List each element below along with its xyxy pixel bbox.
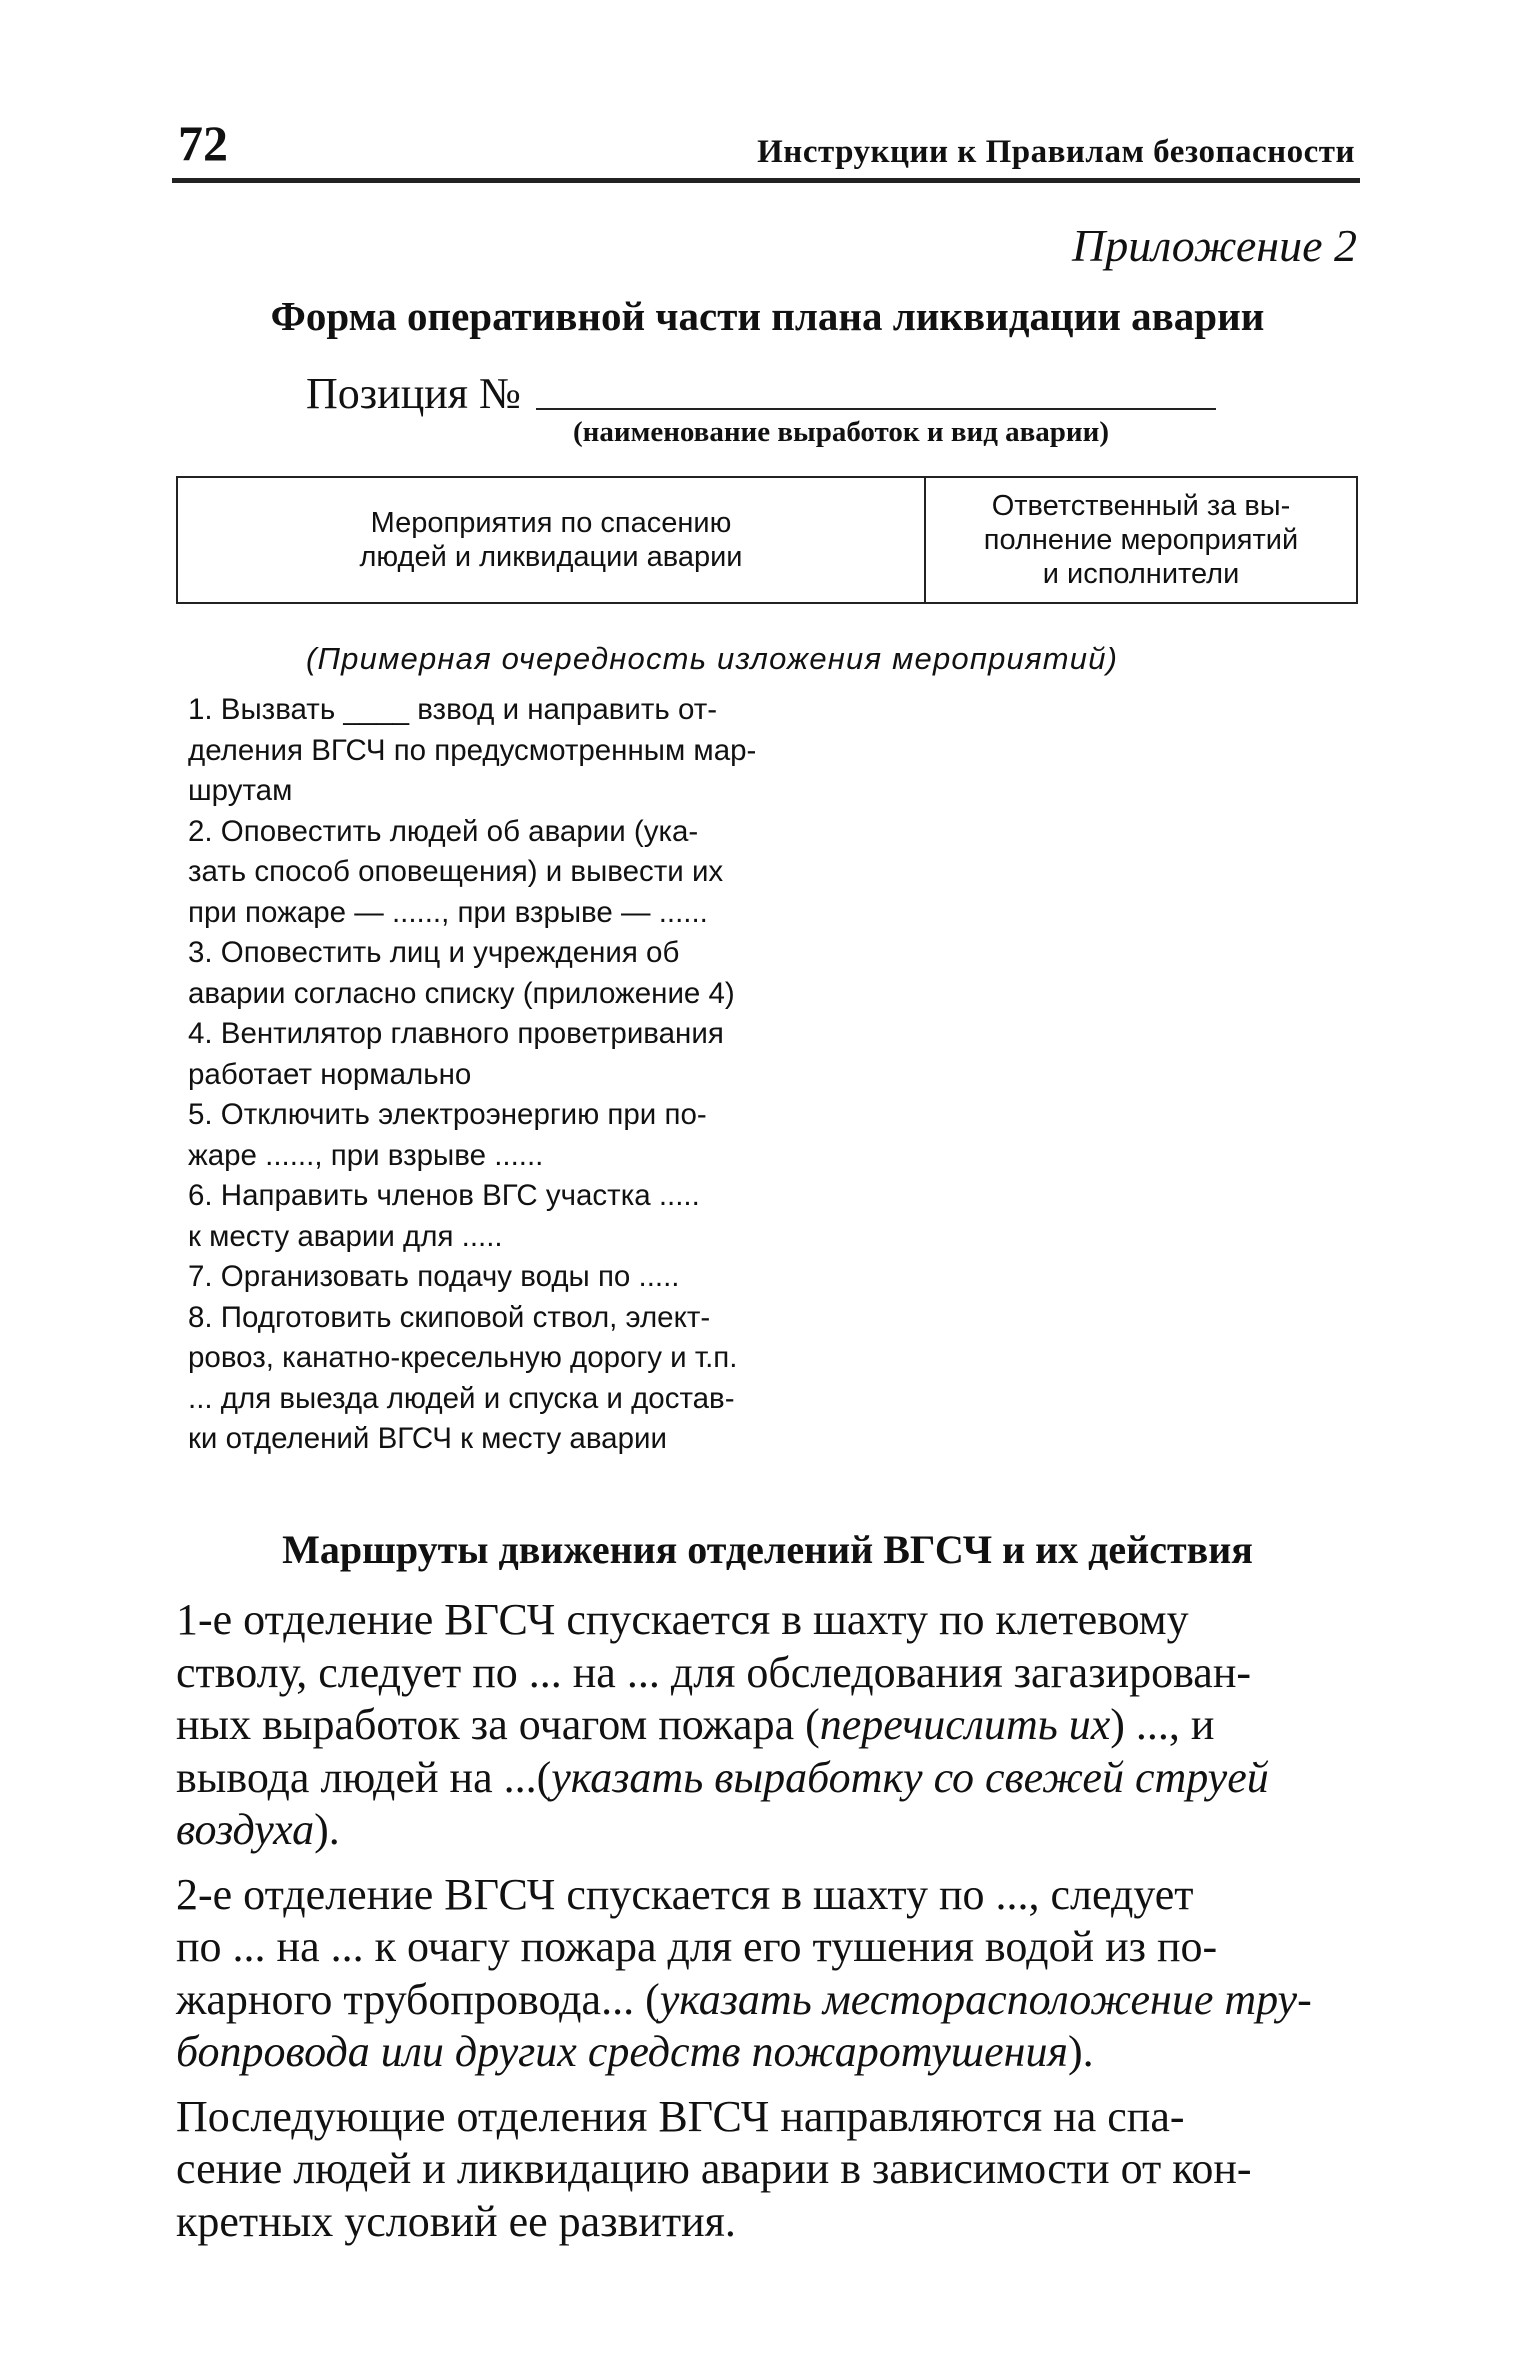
routes-p2-text: 2-е отделение ВГСЧ спускается в шахту по ..., следует по ... на ... к очагу пожара для его тушения водой из по- жарного трубопровода... ( <box>176 1869 1218 2024</box>
routes-p1-italic-2: указать выработку со свежей струей воздуха <box>176 1752 1269 1854</box>
header-rule <box>172 178 1360 183</box>
action-item: 8. Подготовить скиповой ствол, элект- ровоз, канатно-кресельную дорогу и т.п. ... для выезда людей и спуска и достав- ки отделений ВГСЧ к месту аварии <box>188 1300 738 1455</box>
position-blank-line <box>536 408 1216 410</box>
action-item: 2. Оповестить людей об аварии (ука- зать способ оповещения) и вывести их при пожаре — ......, при взрыве — ...... <box>188 814 724 929</box>
action-list <box>188 690 884 1460</box>
routes-p1-italic-1: перечислить их <box>819 1700 1111 1749</box>
routes-paragraph-1 <box>176 1594 1358 1857</box>
appendix-label: Приложение 2 <box>1071 220 1357 271</box>
table-header-measures <box>178 478 926 602</box>
routes-p2-italic: указать месторасположение тру- бопровода или других средств пожаротушения <box>176 1974 1312 2076</box>
sequence-note: (Примерная очередность изложения мероприятий) <box>306 641 1119 676</box>
table-header-responsible-text: Ответственный за вы- полнение мероприятий и исполнители <box>983 490 1299 590</box>
routes-body <box>176 1594 1358 2260</box>
running-title: Инструкции к Правилам безопасности <box>757 134 1355 170</box>
action-item: 1. Вызвать ____ взвод и направить от- деления ВГСЧ по предусмотренным мар- шрутам <box>188 693 757 807</box>
position-caption: (наименование выработок и вид аварии) <box>573 416 1109 448</box>
action-item: 5. Отключить электроэнергию при по- жаре ......, при взрыве ...... <box>188 1098 707 1172</box>
action-item: 4. Вентилятор главного проветривания работает нормально <box>188 1017 724 1091</box>
action-item: 6. Направить членов ВГС участка ..... к месту аварии для ..... <box>188 1179 700 1253</box>
routes-p3-text: Последующие отделения ВГСЧ направляются на спа- сение людей и ликвидацию аварии в зависимости от кон- кретных условий ее развития. <box>176 2091 1252 2246</box>
action-item: 3. Оповестить лиц и учреждения об аварии согласно списку (приложение 4) <box>188 936 735 1010</box>
routes-p1-text-2: ) ..., и вывода людей на ...( <box>176 1700 1215 1802</box>
routes-p1-text-3: ). <box>314 1805 340 1854</box>
action-item: 7. Организовать подачу воды по ..... <box>188 1260 680 1293</box>
routes-paragraph-3 <box>176 2091 1358 2249</box>
routes-p2-text-2: ). <box>1067 2027 1094 2076</box>
table-header-responsible <box>926 478 1356 602</box>
routes-title: Маршруты движения отделений ВГСЧ и их действия <box>282 1527 1253 1572</box>
page-number: 72 <box>178 115 228 171</box>
table-header-measures-text: Мероприятия по спасению людей и ликвидации аварии <box>359 507 743 573</box>
routes-p1-text: 1-е отделение ВГСЧ спускается в шахту по клетевому стволу, следует по ... на ... для обследования загазирован- ных выработок за очагом пожара ( <box>176 1595 1252 1749</box>
form-title: Форма оперативной части плана ликвидации аварии <box>270 293 1265 339</box>
position-label: Позиция № <box>306 369 522 418</box>
routes-paragraph-2 <box>176 1869 1358 2079</box>
form-table <box>176 476 1358 604</box>
